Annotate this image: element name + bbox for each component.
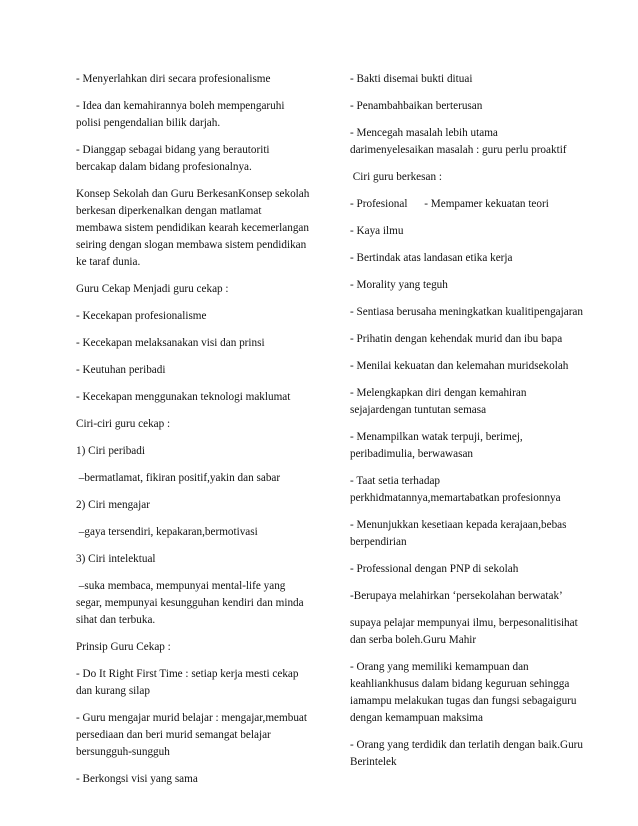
paragraph: - Guru mengajar murid belajar : mengajar,membuat persediaan dan beri murid semangat belajar bersungguh-sungguh xyxy=(76,712,307,758)
paragraph: - Keutuhan peribadi xyxy=(76,364,166,376)
paragraph: - Bertindak atas landasan etika kerja xyxy=(350,252,513,264)
paragraph: - Orang yang terdidik dan terlatih dengan baik.Guru Berintelek xyxy=(350,739,583,768)
paragraph: 3) Ciri intelektual xyxy=(76,553,156,565)
paragraph: - Mencegah masalah lebih utama darimenyelesaikan masalah : guru perlu proaktif xyxy=(350,127,567,156)
paragraph: - Menunjukkan kesetiaan kepada kerajaan,bebas berpendirian xyxy=(350,519,567,548)
paragraph: - Taat setia terhadap perkhidmatannya,memartabatkan profesionnya xyxy=(350,475,561,504)
paragraph: - Menilai kekuatan dan kelemahan muridsekolah xyxy=(350,360,569,372)
paragraph: - Idea dan kemahirannya boleh mempengaruhi polisi pengendalian bilik darjah. xyxy=(76,100,285,129)
paragraph: Ciri guru berkesan : xyxy=(350,171,442,183)
paragraph: - Melengkapkan diri dengan kemahiran sejajardengan tuntutan semasa xyxy=(350,387,527,416)
paragraph: supaya pelajar mempunyai ilmu, berpesonalitisihat dan serba boleh.Guru Mahir xyxy=(350,617,578,646)
paragraph: –gaya tersendiri, kepakaran,bermotivasi xyxy=(76,526,258,538)
paragraph: - Penambahbaikan berterusan xyxy=(350,100,483,112)
paragraph: 2) Ciri mengajar xyxy=(76,499,150,511)
left-column xyxy=(76,71,322,798)
paragraph: - Bakti disemai bukti dituai xyxy=(350,73,473,85)
paragraph: Konsep Sekolah dan Guru BerkesanKonsep sekolah berkesan diperkenalkan dengan matlamat membawa sistem pendidikan kearah kecemerlangan seiring dengan slogan membawa sistem pendidikan ke taraf dunia. xyxy=(76,188,310,268)
paragraph: - Sentiasa berusaha meningkatkan kualitipengajaran xyxy=(350,306,583,318)
paragraph: - Kecekapan melaksanakan visi dan prinsi xyxy=(76,337,265,349)
paragraph: - Kecekapan profesionalisme xyxy=(76,310,207,322)
paragraph: -Berupaya melahirkan ‘persekolahan berwatak’ xyxy=(350,590,563,602)
paragraph: - Orang yang memiliki kemampuan dan keahliankhusus dalam bidang keguruan sehingga iamampu melakukan tugas dan fungsi sebagaiguru dengan kemampuan maksima xyxy=(350,661,577,724)
paragraph: - Dianggap sebagai bidang yang berautoriti bercakap dalam bidang profesionalnya. xyxy=(76,144,270,173)
paragraph: - Morality yang teguh xyxy=(350,279,448,291)
paragraph: Guru Cekap Menjadi guru cekap : xyxy=(76,283,229,295)
paragraph: - Do It Right First Time : setiap kerja mesti cekap dan kurang silap xyxy=(76,668,299,697)
paragraph: - Kaya ilmu xyxy=(350,225,404,237)
right-column xyxy=(350,71,598,781)
paragraph: - Menyerlahkan diri secara profesionalisme xyxy=(76,73,271,85)
paragraph: –bermatlamat, fikiran positif,yakin dan sabar xyxy=(76,472,281,484)
paragraph: Prinsip Guru Cekap : xyxy=(76,641,171,653)
paragraph: - Berkongsi visi yang sama xyxy=(76,773,198,785)
paragraph: - Professional dengan PNP di sekolah xyxy=(350,563,519,575)
paragraph: - Profesional - Mempamer kekuatan teori xyxy=(350,198,549,210)
paragraph: Ciri-ciri guru cekap : xyxy=(76,418,171,430)
paragraph: - Prihatin dengan kehendak murid dan ibu bapa xyxy=(350,333,563,345)
paragraph: –suka membaca, mempunyai mental-life yang segar, mempunyai kesungguhan kendiri dan minda sihat dan terbuka. xyxy=(76,580,304,626)
paragraph: 1) Ciri peribadi xyxy=(76,445,145,457)
paragraph: - Menampilkan watak terpuji, berimej, peribadimulia, berwawasan xyxy=(350,431,523,460)
paragraph: - Kecekapan menggunakan teknologi maklumat xyxy=(76,391,291,403)
